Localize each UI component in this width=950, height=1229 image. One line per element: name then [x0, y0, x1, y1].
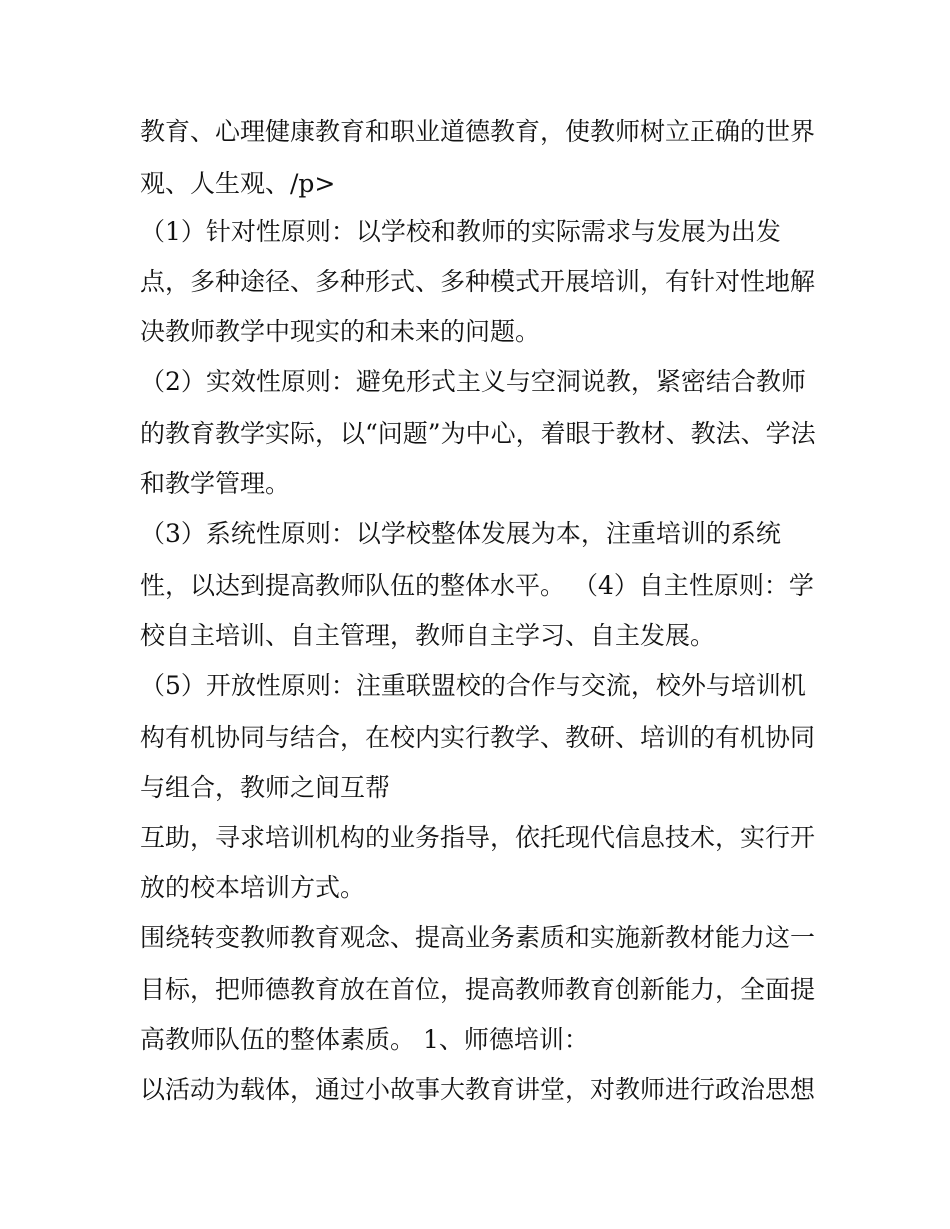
text-line: 放的校本培训方式。: [140, 873, 366, 902]
text-line: 构有机协同与结合，在校内实行教学、教研、培训的有机协同: [140, 723, 816, 752]
text-line: 高教师队伍的整体素质。 1、师德培训：: [140, 1025, 589, 1054]
text-line: 的教育教学实际，以“问题”为中心，着眼于教材、教法、学法: [140, 419, 816, 448]
text-line: （3）系统性原则：以学校整体发展为本，注重培训的系统: [140, 519, 781, 548]
text-line: 决教师教学中现实的和未来的问题。: [140, 317, 541, 346]
text-line: 与组合，教师之间互帮: [140, 773, 391, 802]
text-line: 点，多种途径、多种形式、多种模式开展培训，有针对性地解: [140, 267, 816, 296]
text-line: 以活动为载体，通过小故事大教育讲堂，对教师进行政治思想: [140, 1075, 816, 1104]
text-line: 围绕转变教师教育观念、提高业务素质和实施新教材能力这一: [140, 923, 816, 952]
text-line: 观、人生观、/p>: [140, 169, 336, 198]
text-line: 教育、心理健康教育和职业道德教育，使教师树立正确的世界: [140, 117, 816, 146]
text-line: 性，以达到提高教师队伍的整体水平。 （4）自主性原则：学: [140, 571, 814, 600]
text-line: 互助，寻求培训机构的业务指导，依托现代信息技术，实行开: [140, 823, 816, 852]
text-line: 校自主培训、自主管理，教师自主学习、自主发展。: [140, 621, 716, 650]
text-line: （1）针对性原则：以学校和教师的实际需求与发展为出发: [140, 217, 781, 246]
text-line: 和教学管理。: [140, 469, 291, 498]
text-line: （2）实效性原则：避免形式主义与空洞说教，紧密结合教师: [140, 367, 806, 396]
text-line: （5）开放性原则：注重联盟校的合作与交流，校外与培训机: [140, 671, 806, 700]
text-line: 目标，把师德教育放在首位，提高教师教育创新能力，全面提: [140, 975, 816, 1004]
